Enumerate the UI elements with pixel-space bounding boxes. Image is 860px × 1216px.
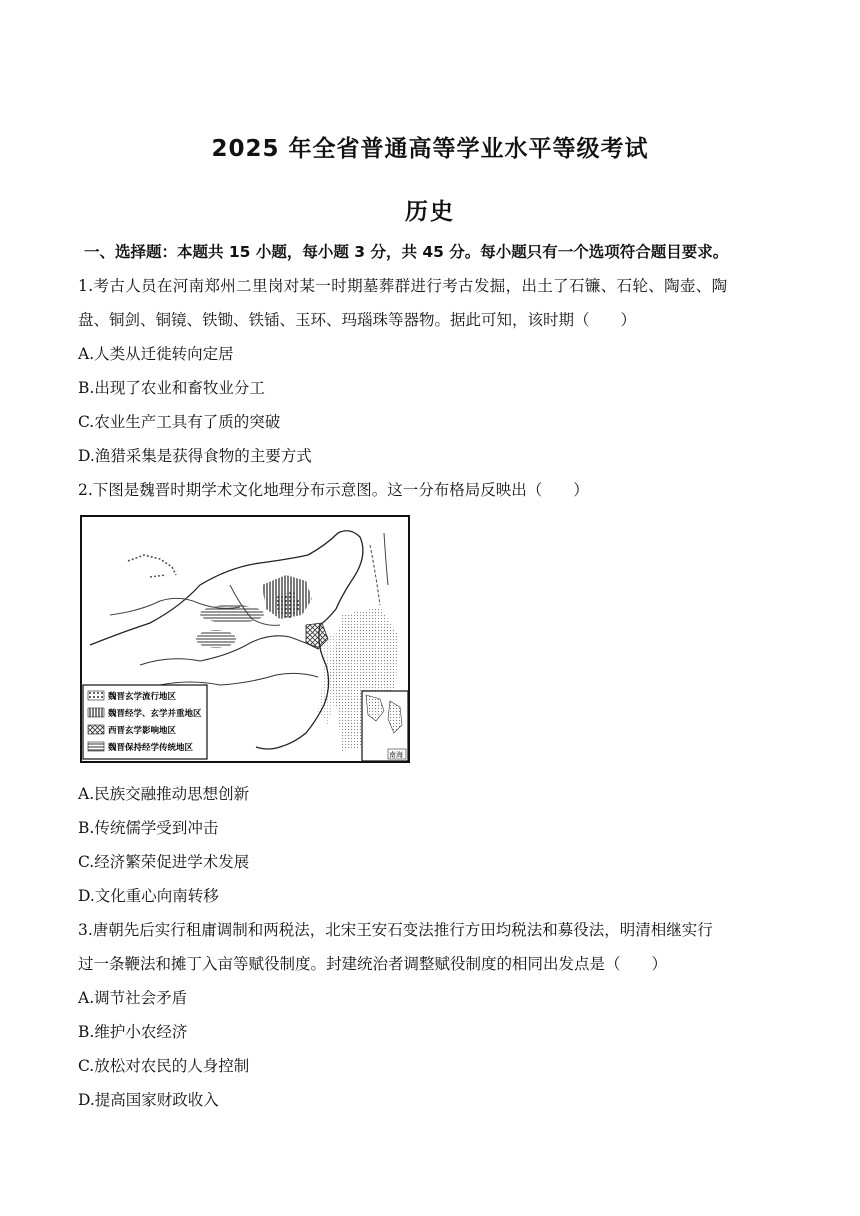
south-sea-inset — [362, 691, 408, 761]
wei-jin-culture-map — [80, 515, 410, 763]
q1-stem-line-1: 1.考古人员在河南郑州二里岗对某一时期墓葬群进行考古发掘，出土了石镰、石轮、陶壶、陶 — [78, 277, 728, 295]
map-legend — [83, 685, 207, 759]
q3-option-a: A.调节社会矛盾 — [78, 989, 188, 1007]
q1-option-c: C.农业生产工具有了质的突破 — [78, 413, 281, 431]
q2-option-b: B.传统儒学受到冲击 — [78, 819, 219, 837]
legend-swatch-1 — [88, 691, 104, 700]
q3-option-c: C.放松对农民的人身控制 — [78, 1057, 250, 1075]
q2-option-c: C.经济繁荣促进学术发展 — [78, 853, 250, 871]
q1-option-a: A.人类从迁徙转向定居 — [78, 345, 234, 363]
map-region-jingxue — [200, 605, 264, 623]
q2-option-a: A.民族交融推动思想创新 — [78, 785, 250, 803]
legend-label-1: 魏晋玄学流行地区 — [108, 692, 177, 702]
legend-swatch-2 — [88, 708, 104, 717]
q2-option-d: D.文化重心向南转移 — [78, 887, 219, 905]
legend-swatch-4 — [88, 742, 104, 751]
q3-stem-line-1: 3.唐朝先后实行租庸调制和两税法，北宋王安石变法推行方田均税法和募役法，明清相继实行 — [78, 921, 713, 939]
section-heading: 一、选择题：本题共 15 小题，每小题 3 分，共 45 分。每小题只有一个选项符合题目要求。 — [84, 243, 729, 261]
q1-option-b: B.出现了农业和畜牧业分工 — [78, 379, 265, 397]
q3-option-d: D.提高国家财政收入 — [78, 1091, 219, 1109]
map-region-jingxue-2 — [196, 630, 236, 648]
legend-swatch-3 — [88, 725, 104, 734]
q1-stem-line-2: 盘、铜剑、铜镜、铁锄、铁锸、玉环、玛瑙珠等器物。据此可知，该时期（ ） — [78, 311, 637, 329]
legend-label-3: 西晋玄学影响地区 — [108, 726, 177, 736]
legend-label-4: 魏晋保持经学传统地区 — [108, 743, 194, 753]
exam-title: 2025 年全省普通高等学业水平等级考试 — [211, 136, 649, 162]
q1-option-d: D.渔猎采集是获得食物的主要方式 — [78, 447, 312, 465]
q3-option-b: B.维护小农经济 — [78, 1023, 188, 1041]
subject-title: 历史 — [405, 199, 455, 225]
legend-label-2: 魏晋经学、玄学并重地区 — [108, 709, 202, 719]
q3-stem-line-2: 过一条鞭法和摊丁入亩等赋役制度。封建统治者调整赋役制度的相同出发点是（ ） — [78, 955, 668, 973]
inset-label: 南海 — [389, 751, 403, 759]
q2-stem: 2.下图是魏晋时期学术文化地理分布示意图。这一分布格局反映出（ ） — [78, 481, 589, 499]
